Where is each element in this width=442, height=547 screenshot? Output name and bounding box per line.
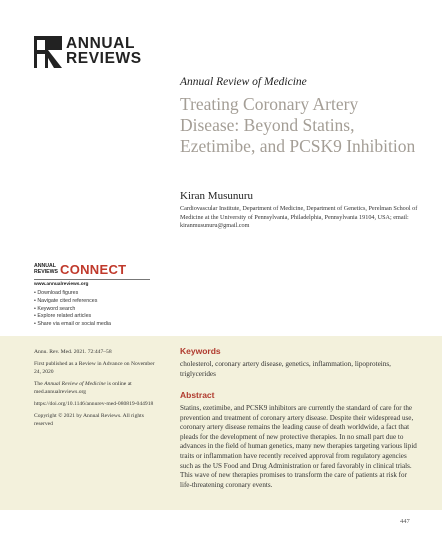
publication-date: First published as a Review in Advance on November 24, 2020 — [34, 361, 155, 375]
keywords-list: cholesterol, coronary artery disease, genetics, inflammation, lipoproteins, triglycerides — [180, 360, 391, 378]
annual-reviews-logo — [34, 36, 164, 70]
connect-small-line1: ANNUAL — [34, 263, 56, 269]
keywords-heading: Keywords — [180, 346, 221, 356]
connect-item-navigate-references: • Navigate cited references — [34, 298, 150, 306]
journal-name: Annual Review of Medicine — [180, 76, 307, 88]
connect-features-list — [34, 290, 150, 329]
article-title: Treating Coronary Artery Disease: Beyond Statins, Ezetimibe, and PCSK9 Inhibition — [180, 94, 416, 156]
online-pre: The — [34, 381, 45, 388]
logo-line-reviews: REVIEWS — [66, 50, 142, 67]
connect-item-download-figures: • Download figures — [34, 290, 150, 298]
abstract-text: Statins, ezetimibe, and PCSK9 inhibitors are currently the standard of care for the prevention and treatment of coronary artery disease. Despite their widespread use, coronary artery disease remains the leading cause of death worldwide, a fact that pleads for the development of new protective therapies. In no small part due to advances in the field of human genetics, many new therapies targeting various lipid traits or inflammation have recently received approval from regulatory agencies such as the US Food and Drug Administration or fared favorably in clinical trials. This wave of new therapies promises to transform the care of patients at risk for life-threatening coronary events. — [180, 404, 417, 489]
connect-item-explore-articles: • Explore related articles — [34, 313, 150, 321]
citation: Annu. Rev. Med. 2021. 72:447–58 — [34, 349, 112, 355]
annual-reviews-connect-box — [34, 263, 150, 329]
online-post: is online at med.annualreviews.org — [34, 381, 132, 395]
abstract-heading: Abstract — [180, 390, 215, 400]
page-number: 447 — [400, 518, 410, 525]
copyright: Copyright © 2021 by Annual Reviews. All rights reserved — [34, 413, 144, 427]
author-name: Kiran Musunuru — [180, 190, 254, 202]
connect-item-share: • Share via email or social media — [34, 321, 150, 329]
connect-item-keyword-search: • Keyword search — [34, 306, 150, 314]
connect-logo-small — [34, 264, 58, 275]
logo-line-annual: ANNUAL — [66, 35, 136, 52]
doi-link[interactable]: https://doi.org/10.1146/annurev-med-080819-044918 — [34, 401, 154, 408]
connect-divider — [34, 279, 150, 280]
connect-url-link[interactable]: www.annualreviews.org — [34, 282, 89, 287]
connect-small-line2: REVIEWS — [34, 268, 58, 275]
online-availability — [34, 381, 158, 396]
connect-logo-text: CONNECT — [60, 262, 127, 277]
annual-reviews-logo-mark-icon — [34, 36, 62, 68]
author-affiliation: Cardiovascular Institute, Department of Medicine, Department of Genetics, Perelman School of Medicine at the University of Pennsylvania, Philadelphia, Pennsylvania 19104, USA; email: kiranmusunuru@gmail.com — [180, 205, 418, 230]
online-journal-name: Annual Review of Medicine — [44, 381, 106, 388]
article-metadata — [34, 349, 158, 433]
